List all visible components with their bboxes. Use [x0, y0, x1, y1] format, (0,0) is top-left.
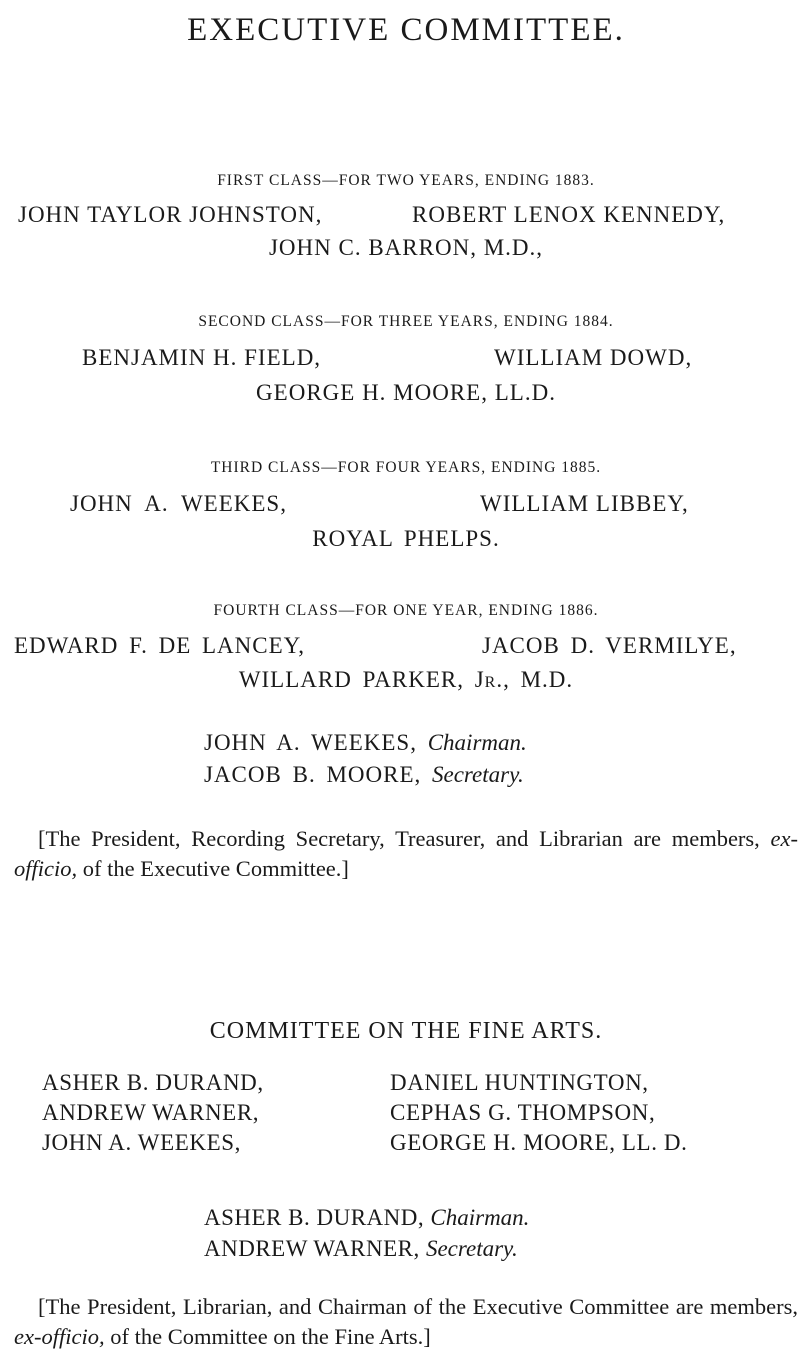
second-class-member-3: GEORGE H. MOORE, LL.D.	[256, 380, 556, 405]
fourth-class-member-3-degree: M.D.	[520, 667, 574, 692]
executive-chairman	[204, 730, 527, 756]
fine-arts-note-text-end: of the Committee on the Fine Arts.]	[110, 1324, 431, 1349]
fourth-class-member-1: EDWARD F. DE LANCEY,	[14, 633, 306, 658]
first-class-member-2: ROBERT LENOX KENNEDY,	[412, 202, 726, 227]
fourth-class-member-2: JACOB D. VERMILYE,	[482, 633, 737, 658]
executive-secretary-name: JACOB B. MOORE,	[204, 762, 422, 787]
executive-secretary-role: Secretary.	[432, 762, 524, 787]
fourth-class-member-3	[0, 665, 812, 695]
fine-arts-committee-note	[14, 1292, 798, 1352]
fine-arts-right-column	[390, 1068, 687, 1158]
third-class-member-3: ROYAL PHELPS.	[312, 526, 500, 551]
fourth-class-member-3-name: WILLARD PARKER,	[238, 667, 464, 692]
fourth-class-heading: FOURTH CLASS—FOR ONE YEAR, ENDING 1886.	[213, 602, 599, 619]
executive-chairman-role: Chairman.	[427, 730, 527, 755]
fine-arts-note-ex-officio: ex-officio,	[14, 1324, 105, 1349]
second-class-heading: SECOND CLASS—FOR THREE YEARS, ENDING 1884.	[198, 313, 614, 330]
third-class-member-1: JOHN A. WEEKES,	[70, 491, 287, 516]
first-class-member-1: JOHN TAYLOR JOHNSTON,	[18, 202, 323, 227]
fine-arts-member: DANIEL HUNTINGTON,	[390, 1070, 649, 1095]
executive-committee-title: EXECUTIVE COMMITTEE.	[187, 12, 625, 48]
fine-arts-secretary	[204, 1236, 518, 1262]
fourth-class-member-3-suffix: Jr.,	[474, 667, 510, 692]
executive-note-ex-officio: ex-officio,	[14, 826, 798, 881]
executive-note-text: [The President, Recording Secretary, Treasurer, and Librarian are members,	[38, 826, 760, 851]
fine-arts-chairman-role: Chairman.	[430, 1205, 530, 1230]
fine-arts-secretary-role: Secretary.	[425, 1236, 518, 1261]
executive-committee-note	[14, 824, 798, 884]
executive-chairman-name: JOHN A. WEEKES,	[204, 730, 417, 755]
first-class-member-3: JOHN C. BARRON, M.D.,	[268, 235, 544, 260]
fine-arts-committee-title: COMMITTEE ON THE FINE ARTS.	[209, 1018, 603, 1044]
second-class-member-2: WILLIAM DOWD,	[494, 345, 693, 370]
fine-arts-member: JOHN A. WEEKES,	[42, 1130, 241, 1155]
third-class-member-2: WILLIAM LIBBEY,	[480, 491, 689, 516]
fine-arts-member: GEORGE H. MOORE, LL. D.	[390, 1130, 688, 1155]
executive-secretary	[204, 762, 524, 788]
executive-note-text-end: of the Executive Committee.]	[82, 856, 349, 881]
fine-arts-chairman	[204, 1205, 529, 1231]
fine-arts-member: ANDREW WARNER,	[42, 1100, 260, 1125]
second-class-member-1: BENJAMIN H. FIELD,	[82, 345, 322, 370]
fine-arts-left-column	[42, 1068, 264, 1158]
third-class-heading: THIRD CLASS—FOR FOUR YEARS, ENDING 1885.	[210, 459, 602, 476]
fine-arts-note-text: [The President, Librarian, and Chairman of the Executive Committee are members,	[38, 1294, 798, 1319]
first-class-heading: FIRST CLASS—FOR TWO YEARS, ENDING 1883.	[217, 172, 595, 189]
fine-arts-member: CEPHAS G. THOMPSON,	[390, 1100, 656, 1125]
fine-arts-member: ASHER B. DURAND,	[42, 1070, 264, 1095]
fine-arts-secretary-name: ANDREW WARNER,	[204, 1236, 420, 1261]
fine-arts-chairman-name: ASHER B. DURAND,	[204, 1205, 425, 1230]
